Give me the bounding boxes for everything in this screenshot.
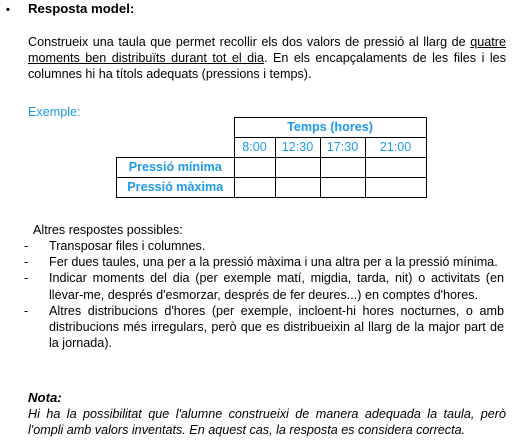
dash-bullet: - <box>24 255 29 270</box>
dash-bullet: - <box>24 303 29 318</box>
time-header: 21:00 <box>365 138 426 158</box>
row-header-min-pressure: Pressió mínima <box>117 158 235 178</box>
heading-title: Resposta model: <box>28 1 135 16</box>
row-header-max-pressure: Pressió màxima <box>117 178 235 198</box>
dash-bullet: - <box>24 271 29 286</box>
alternatives-title: Altres respostes possibles: <box>33 223 183 237</box>
table-cell <box>365 158 426 178</box>
table-cell <box>234 178 275 198</box>
table-row <box>117 178 427 198</box>
table-corner <box>117 138 235 158</box>
list-item-text: Altres distribucions d'hores (per exemple, incloent-hi hores nocturnes, o amb distribucions més irregulars, però que es distribueixin al llarg de la major part de la jornada). <box>49 303 504 351</box>
note-text: Hi ha la possibilitat que l'alumne construeixi de manera adequada la taula, però l'ompli amb valors inventats. En aquest cas, la resposta es considera correcta. <box>28 407 506 438</box>
table-cell <box>320 178 365 198</box>
note-title: Nota: <box>28 390 62 405</box>
column-group-header: Temps (hores) <box>234 118 426 138</box>
example-label: Exemple: <box>28 105 81 119</box>
intro-underlined-text: quatre moments ben distribuïts durant tot el dia <box>28 35 506 66</box>
table-cell <box>275 178 320 198</box>
table-header-row <box>117 118 427 138</box>
list-item-text: Indicar moments del dia (per exemple matí, migdia, tarda, nit) o activitats (en llevar-me, després d'esmorzar, després de fer deures...) en comptes d'hores. <box>49 271 504 302</box>
list-item <box>22 270 504 302</box>
table-row <box>117 158 427 178</box>
table-cell <box>234 158 275 178</box>
table-corner <box>117 118 235 138</box>
list-item-text: Transposar files i columnes. <box>49 239 206 253</box>
dash-bullet: - <box>24 239 29 253</box>
table-cell <box>275 158 320 178</box>
time-header: 12:30 <box>275 138 320 158</box>
bullet-icon: • <box>6 4 10 16</box>
section-heading <box>6 1 134 18</box>
list-item-text: Fer dues taules, una per a la pressió màxima i una altra per a la pressió mínima. <box>49 255 498 270</box>
time-header: 17:30 <box>320 138 365 158</box>
table-times-row <box>117 138 427 158</box>
list-item <box>22 238 504 254</box>
intro-text-1: Construeix una taula que permet recollir els dos valors de pressió al llarg de <box>28 35 471 49</box>
table-cell <box>365 178 426 198</box>
intro-paragraph <box>28 34 506 83</box>
table-cell <box>320 158 365 178</box>
list-item <box>22 303 504 352</box>
pressure-table <box>116 117 427 198</box>
alternatives-list <box>22 238 504 351</box>
time-header: 8:00 <box>234 138 275 158</box>
list-item <box>22 254 504 270</box>
intro-text-2: . En els encapçalaments de les files i les columnes hi ha títols adequats (pressions i temps). <box>28 51 506 82</box>
